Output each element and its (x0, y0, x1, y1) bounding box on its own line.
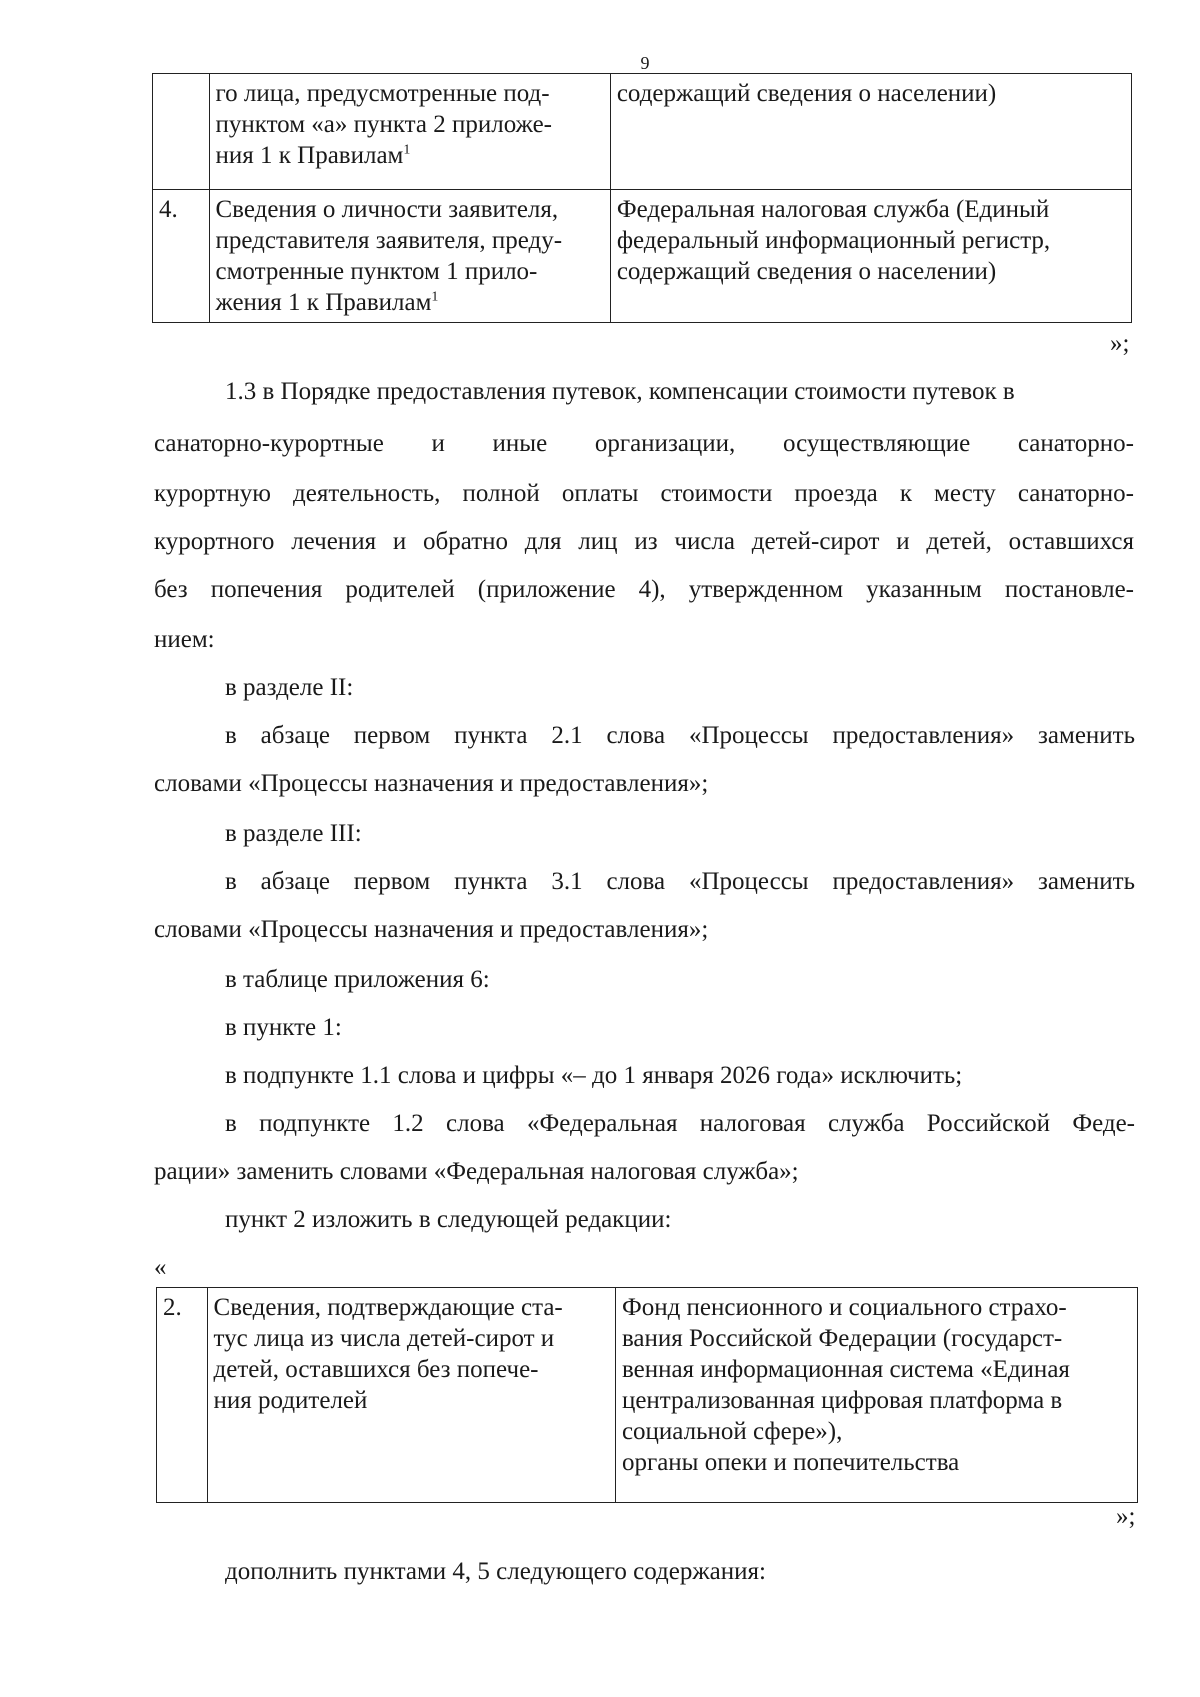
cell-line: централизованная цифровая платформа в (621, 1387, 1063, 1414)
paragraph-line: без попечения родителей (приложение 4), утвержденном указанным постановле- (154, 576, 1134, 603)
info-cell (209, 190, 610, 323)
cell-line: Сведения о личности заявителя, (215, 196, 559, 223)
row-number: 4. (153, 190, 210, 323)
cell-line: Федеральная налоговая служба (Единый (616, 196, 1050, 223)
paragraph-line: словами «Процессы назначения и предоставления»; (154, 770, 709, 797)
page-number: 9 (640, 53, 650, 73)
source-cell (610, 74, 1131, 190)
table-bottom (156, 1287, 1138, 1503)
cell-line: органы опеки и попечительства (621, 1449, 960, 1476)
row-number: 2. (157, 1288, 208, 1503)
paragraph-line: рации» заменить словами «Федеральная налоговая служба»; (154, 1158, 799, 1185)
paragraph-line: нием: (154, 626, 215, 653)
cell-line: вания Российской Федерации (государст- (621, 1325, 1063, 1352)
paragraph-line: 1.3 в Порядке предоставления путевок, компенсации стоимости путевок в (225, 378, 1015, 405)
footnote-marker: 1 (431, 289, 439, 305)
cell-line: Сведения, подтверждающие ста- (213, 1294, 563, 1321)
paragraph-line: в абзаце первом пункта 3.1 слова «Процессы предоставления» заменить (225, 868, 1135, 895)
opening-quote: « (154, 1254, 167, 1281)
info-cell (207, 1288, 615, 1503)
paragraph-line: дополнить пунктами 4, 5 следующего содержания: (225, 1558, 766, 1585)
cell-line: Фонд пенсионного и социального страхо- (621, 1294, 1067, 1321)
cell-line: ния родителей (213, 1387, 368, 1414)
section-heading: в разделе II: (225, 674, 354, 701)
section-heading: в разделе III: (225, 820, 362, 847)
paragraph-line: в таблице приложения 6: (225, 966, 490, 993)
paragraph-line: пункт 2 изложить в следующей редакции: (225, 1206, 672, 1233)
cell-line: социальной сфере»), (621, 1418, 843, 1445)
table-top (152, 73, 1132, 323)
paragraph-line: в подпункте 1.2 слова «Федеральная налоговая служба Российской Феде- (225, 1110, 1135, 1137)
info-cell (209, 74, 610, 190)
cell-text: жения 1 к Правилам (215, 289, 432, 316)
cell-line-last (216, 287, 606, 318)
cell-line: содержащий сведения о населении) (616, 80, 997, 107)
cell-line: федеральный информационный регистр, (616, 227, 1051, 254)
cell-line: го лица, предусмотренные под- (215, 80, 550, 107)
cell-line-last (216, 140, 606, 171)
paragraph-line: курортную деятельность, полной оплаты стоимости проезда к месту санаторно- (154, 480, 1134, 507)
cell-line: пунктом «а» пункта 2 приложе- (215, 111, 552, 138)
cell-line: венная информационная система «Единая (621, 1356, 1070, 1383)
paragraph-line: курортного лечения и обратно для лиц из числа детей-сирот и детей, оставшихся (154, 528, 1134, 555)
cell-line: детей, оставшихся без попече- (213, 1356, 539, 1383)
cell-line: смотренные пунктом 1 прило- (215, 258, 538, 285)
paragraph-line: в абзаце первом пункта 2.1 слова «Процессы предоставления» заменить (225, 722, 1135, 749)
cell-line: тус лица из числа детей-сирот и (213, 1325, 555, 1352)
paragraph-line: санаторно-курортные и иные организации, осуществляющие санаторно- (154, 430, 1134, 457)
table-row (153, 190, 1132, 323)
cell-line: содержащий сведения о населении) (616, 258, 997, 285)
row-number (153, 74, 210, 190)
paragraph-line: в подпункте 1.1 слова и цифры «– до 1 января 2026 года» исключить; (225, 1062, 963, 1089)
table-row (157, 1288, 1138, 1503)
cell-line: представителя заявителя, преду- (215, 227, 563, 254)
footnote-marker: 1 (403, 142, 411, 158)
table-row (153, 74, 1132, 190)
closing-quote: »; (1110, 330, 1130, 357)
paragraph-line: словами «Процессы назначения и предоставления»; (154, 916, 709, 943)
cell-text: ния 1 к Правилам (215, 142, 404, 169)
paragraph-line: в пункте 1: (225, 1014, 342, 1041)
closing-quote: »; (1116, 1503, 1136, 1530)
source-cell (615, 1288, 1137, 1503)
source-cell (610, 190, 1131, 323)
